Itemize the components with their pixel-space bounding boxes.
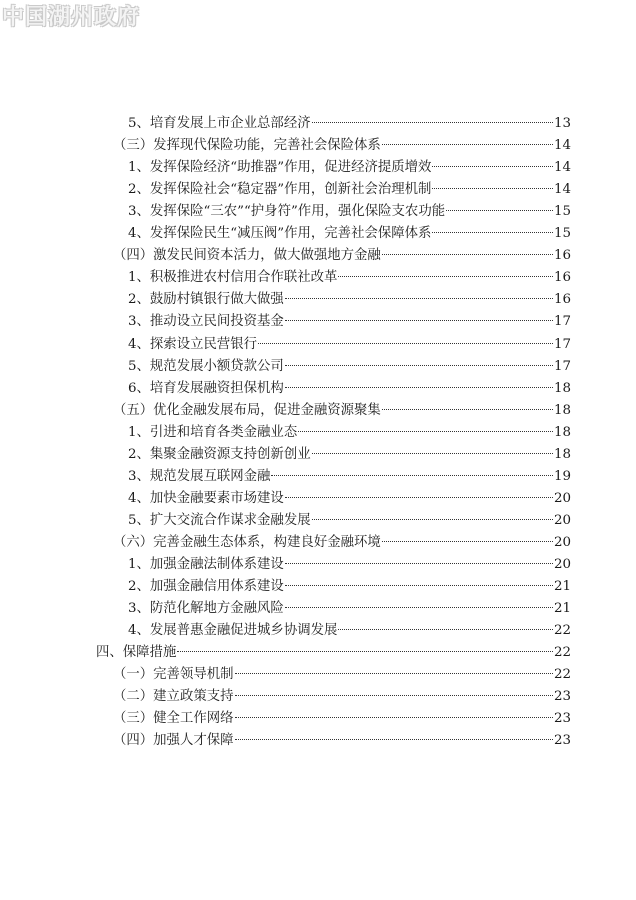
toc-page-number: 20 [554, 557, 572, 572]
toc-entry[interactable] [128, 223, 570, 244]
toc-entry[interactable] [128, 356, 570, 377]
toc-entry[interactable] [128, 444, 570, 465]
toc-page-number: 17 [554, 336, 572, 352]
toc-entry[interactable] [128, 488, 570, 509]
toc-page-number: 15 [554, 204, 572, 220]
toc-entry[interactable] [128, 311, 570, 332]
toc-entry[interactable] [128, 179, 570, 200]
toc-entry[interactable] [113, 686, 570, 707]
toc-entry[interactable] [128, 378, 570, 399]
toc-dot-leader [285, 365, 553, 366]
toc-page-number: 18 [554, 380, 572, 396]
toc-entry-title: 2、发挥保险社会“稳定器”作用，创新社会治理机制 [128, 182, 432, 198]
toc-page-number: 23 [554, 689, 572, 705]
toc-entry-title: 5、规范发展小额贷款公司 [128, 358, 284, 374]
toc-dot-leader [271, 475, 553, 476]
toc-page-number: 15 [554, 226, 572, 242]
watermark-logo: 中国湖州政府 [2, 5, 141, 30]
toc-dot-leader [382, 254, 553, 255]
toc-entry-title: 2、加强金融信用体系建设 [128, 579, 284, 595]
toc-entry-title: 4、加快金融要素市场建设 [128, 490, 284, 506]
toc-dot-leader [285, 607, 553, 608]
toc-entry-title: 4、发挥保险民生“减压阀”作用，完善社会保障体系 [128, 226, 432, 242]
toc-page-number: 20 [554, 490, 572, 506]
toc-dot-leader [285, 497, 553, 498]
toc-page-number: 16 [554, 248, 572, 264]
toc-entry[interactable] [128, 510, 570, 531]
toc-dot-leader [338, 276, 553, 277]
toc-entry[interactable] [128, 289, 570, 310]
toc-entry-title: 3、规范发展互联网金融 [128, 468, 271, 484]
toc-entry-title: 6、培育发展融资担保机构 [128, 380, 284, 396]
toc-entry-title: （三）健全工作网络 [113, 711, 234, 727]
toc-page-number: 22 [554, 667, 572, 683]
toc-page-number: 22 [554, 623, 572, 639]
toc-entry-title: （四）激发民间资本活力，做大做强地方金融 [113, 248, 381, 264]
toc-page-number: 20 [554, 534, 572, 550]
toc-entry-title: 1、引进和培育各类金融业态 [128, 424, 298, 440]
toc-entry[interactable] [128, 466, 570, 487]
toc-entry[interactable] [128, 267, 570, 288]
toc-dot-leader [382, 144, 553, 145]
toc-entry-title: 3、推动设立民间投资基金 [128, 314, 284, 330]
toc-page-number: 14 [554, 182, 572, 198]
toc-page-number: 17 [554, 358, 572, 374]
toc-entry-title: （一）完善领导机制 [113, 667, 234, 683]
toc-page-number: 23 [554, 711, 572, 727]
toc-dot-leader [285, 298, 553, 299]
toc-page-number: 13 [554, 116, 572, 131]
toc-page-number: 19 [554, 468, 572, 484]
toc-page-number: 14 [554, 138, 572, 154]
toc-dot-leader [285, 563, 553, 564]
toc-dot-leader [338, 629, 553, 630]
toc-dot-leader [382, 541, 553, 542]
toc-entry-title: 3、发挥保险“三农”“护身符”作用，强化保险支农功能 [128, 204, 446, 220]
toc-dot-leader [258, 343, 553, 344]
toc-entry-title: （四）加强人才保障 [113, 733, 234, 749]
toc-dot-leader [432, 166, 553, 167]
toc-entry[interactable] [113, 400, 570, 421]
toc-page-number: 22 [554, 645, 572, 661]
toc-entry-title: （二）建立政策支持 [113, 689, 234, 705]
toc-dot-leader [298, 431, 553, 432]
toc-entry[interactable] [128, 157, 570, 178]
toc-entry-title: 5、培育发展上市企业总部经济 [128, 116, 311, 131]
toc-entry-title: （五）优化金融发展布局，促进金融资源聚集 [113, 402, 381, 418]
toc-dot-leader [312, 519, 553, 520]
toc-entry-title: 4、探索设立民营银行 [128, 336, 258, 352]
toc-dot-leader [235, 673, 553, 674]
toc-entry[interactable] [128, 554, 570, 575]
toc-dot-leader [312, 453, 553, 454]
toc-entry-title: 4、发展普惠金融促进城乡协调发展 [128, 623, 338, 639]
toc-entry[interactable] [128, 620, 570, 641]
toc-entry[interactable] [128, 334, 570, 355]
toc-dot-leader [235, 695, 553, 696]
toc-page-number: 16 [554, 270, 572, 286]
toc-entry[interactable] [113, 532, 570, 553]
toc-entry-title: （六）完善金融生态体系，构建良好金融环境 [113, 534, 381, 550]
toc-dot-leader [235, 717, 553, 718]
toc-entry[interactable] [113, 245, 570, 266]
toc-page-number: 21 [554, 579, 572, 595]
toc-entry-title: 2、集聚金融资源支持创新创业 [128, 446, 311, 462]
toc-entry-title: 5、扩大交流合作谋求金融发展 [128, 512, 311, 528]
toc-page-number: 14 [554, 160, 572, 176]
toc-entry-title: 1、加强金融法制体系建设 [128, 557, 284, 572]
toc-entry[interactable] [113, 664, 570, 685]
toc-entry-title: 1、积极推进农村信用合作联社改革 [128, 270, 338, 286]
toc-entry[interactable] [128, 576, 570, 597]
toc-entry[interactable] [128, 422, 570, 443]
toc-page-number: 16 [554, 292, 572, 308]
toc-entry-title: 2、鼓励村镇银行做大做强 [128, 292, 284, 308]
toc-entry[interactable] [128, 201, 570, 222]
toc-entry-title: 1、发挥保险经济“助推器”作用，促进经济提质增效 [128, 160, 432, 176]
toc-entry-title: 3、防范化解地方金融风险 [128, 601, 284, 617]
toc-dot-leader [285, 320, 553, 321]
toc-entry[interactable] [128, 113, 570, 134]
toc-entry-title: 四、保障措施 [96, 645, 177, 661]
toc-dot-leader [235, 739, 553, 740]
toc-dot-leader [285, 387, 553, 388]
toc-page-number: 20 [554, 512, 572, 528]
toc-dot-leader [432, 232, 553, 233]
toc-page-number: 18 [554, 446, 572, 462]
toc-dot-leader [177, 651, 553, 652]
toc-dot-leader [432, 188, 553, 189]
toc-page-number: 18 [554, 402, 572, 418]
toc-page-number: 18 [554, 424, 572, 440]
toc-entry[interactable] [113, 730, 570, 751]
toc-dot-leader [446, 210, 553, 211]
toc-page-number: 21 [554, 601, 572, 617]
toc-dot-leader [382, 409, 553, 410]
toc-entry[interactable] [96, 642, 570, 663]
toc-entry[interactable] [113, 135, 570, 156]
toc-dot-leader [312, 122, 553, 123]
toc-page-number: 17 [554, 314, 572, 330]
toc-dot-leader [285, 585, 553, 586]
toc-entry[interactable] [128, 598, 570, 619]
toc-page-number: 23 [554, 733, 572, 749]
toc-entry[interactable] [113, 708, 570, 729]
toc-entry-title: （三）发挥现代保险功能，完善社会保险体系 [113, 138, 381, 154]
